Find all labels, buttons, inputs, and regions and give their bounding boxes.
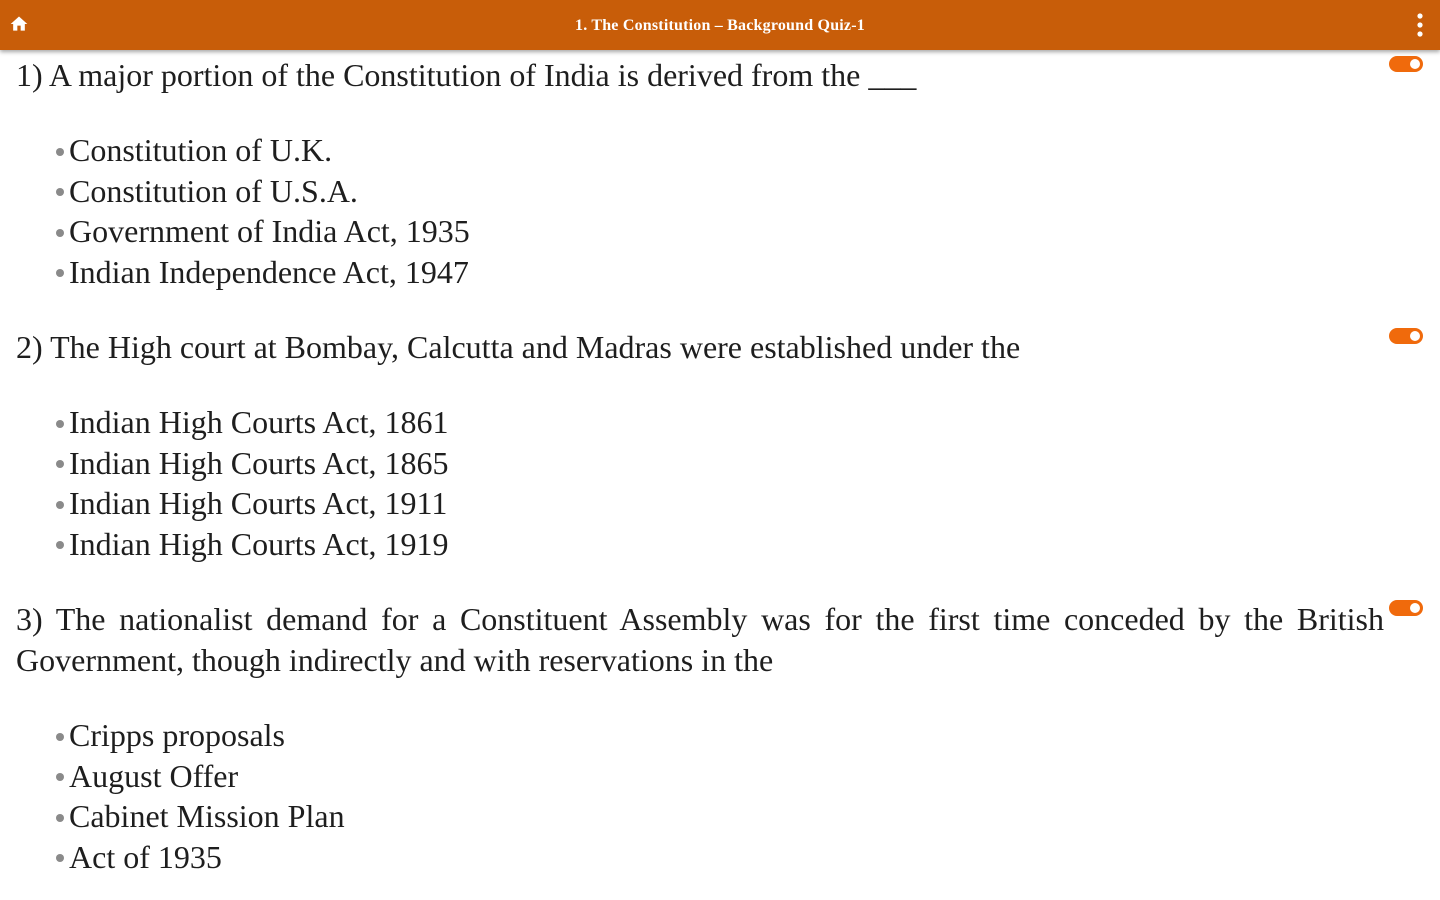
overflow-menu-button[interactable]: [1408, 10, 1432, 40]
option-label: Act of 1935: [69, 838, 222, 875]
bullet-icon: [56, 501, 64, 509]
bullet-icon: [56, 541, 64, 549]
option-label: Constitution of U.S.A.: [69, 172, 358, 209]
option-label: Constitution of U.K.: [69, 132, 333, 168]
option-item[interactable]: [56, 524, 449, 565]
option-label: Indian High Courts Act, 1861: [69, 404, 449, 440]
answer-toggle[interactable]: [1389, 56, 1423, 72]
option-item[interactable]: [56, 211, 470, 252]
option-item[interactable]: [56, 756, 345, 797]
option-item[interactable]: [56, 796, 345, 837]
bullet-icon: [56, 420, 64, 428]
more-vert-icon: [1416, 12, 1424, 38]
option-label: Government of India Act, 1935: [69, 213, 470, 249]
option-item[interactable]: [56, 130, 470, 171]
bullet-icon: [56, 229, 64, 237]
option-label: Cabinet Mission Plan: [69, 798, 345, 834]
option-item[interactable]: [56, 171, 470, 212]
option-item[interactable]: [56, 483, 449, 524]
bullet-icon: [56, 460, 64, 468]
option-list: [56, 130, 470, 292]
bullet-icon: [56, 814, 64, 822]
option-label: August Offer: [69, 757, 239, 794]
answer-toggle[interactable]: [1389, 600, 1423, 616]
option-label: Cripps proposals: [69, 717, 285, 753]
option-label: Indian High Courts Act, 1865: [69, 444, 449, 481]
bullet-icon: [56, 773, 64, 781]
bullet-icon: [56, 733, 64, 741]
option-item[interactable]: [56, 252, 470, 293]
question-text: 2) The High court at Bombay, Calcutta and Madras were established under the: [16, 329, 1021, 365]
bullet-icon: [56, 269, 64, 277]
question-text: 1) A major portion of the Constitution of India is derived from the ___: [16, 57, 917, 93]
option-label: Indian Independence Act, 1947: [69, 253, 469, 290]
option-label: Indian High Courts Act, 1919: [69, 525, 449, 562]
app-bar: [0, 0, 1440, 50]
option-list: [56, 715, 345, 877]
option-label: Indian High Courts Act, 1911: [69, 485, 448, 521]
option-item[interactable]: [56, 402, 449, 443]
bullet-icon: [56, 188, 64, 196]
bullet-icon: [56, 148, 64, 156]
page-title: 1. The Constitution – Background Quiz-1: [575, 17, 865, 34]
option-list: [56, 402, 449, 564]
option-item[interactable]: [56, 715, 345, 756]
option-item[interactable]: [56, 837, 345, 878]
bullet-icon: [56, 854, 64, 862]
quiz-list: [0, 50, 1440, 900]
question-text: 3) The nationalist demand for a Constituent Assembly was for the first time conceded by the British Government, though indirectly and with reservations in the: [16, 601, 1384, 678]
answer-toggle[interactable]: [1389, 328, 1423, 344]
option-item[interactable]: [56, 443, 449, 484]
